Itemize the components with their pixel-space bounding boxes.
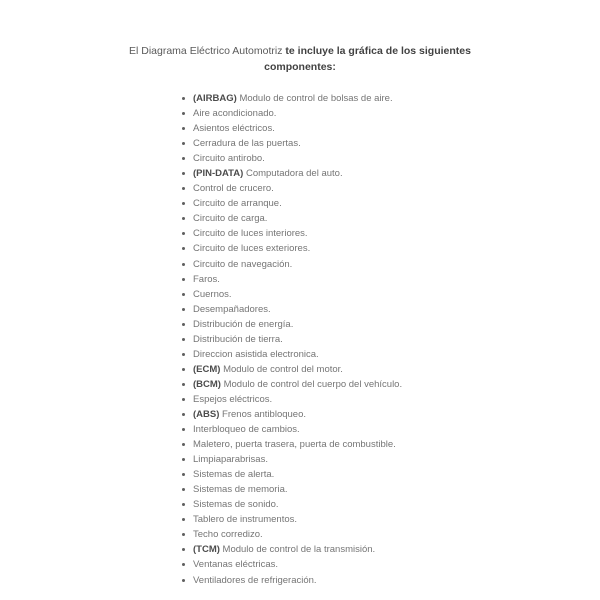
list-item (182, 151, 402, 166)
list-item (182, 512, 402, 527)
bullet-icon (182, 458, 185, 461)
list-item (182, 527, 402, 542)
bullet-icon (182, 503, 185, 506)
item-text: Interbloqueo de cambios. (193, 424, 300, 436)
list-item (182, 302, 402, 317)
bullet-icon (182, 202, 185, 205)
item-text: Modulo de control del cuerpo del vehículo. (223, 378, 403, 390)
list-item (182, 407, 402, 422)
components-list (182, 91, 402, 588)
item-text: Espejos eléctricos. (193, 393, 273, 405)
item-acronym: (ECM) (193, 363, 224, 375)
list-item (182, 196, 402, 211)
item-text: Distribución de tierra. (193, 333, 283, 345)
list-item (182, 121, 402, 136)
bullet-icon (182, 232, 185, 235)
item-text: Ventiladores de refrigeración. (193, 574, 317, 586)
bullet-icon (182, 127, 185, 130)
list-item (182, 287, 402, 302)
list-item (182, 437, 402, 452)
page-title (0, 43, 600, 75)
bullet-icon (182, 353, 185, 356)
bullet-icon (182, 548, 185, 551)
list-item (182, 136, 402, 151)
list-item (182, 241, 402, 256)
item-text: Sistemas de memoria. (193, 484, 288, 496)
bullet-icon (182, 473, 185, 476)
bullet-icon (182, 428, 185, 431)
item-text: Direccion asistida electronica. (193, 348, 319, 360)
item-text: Aire acondicionado. (193, 108, 277, 120)
item-text: Circuito de navegación. (193, 258, 293, 270)
item-acronym: (ABS) (193, 408, 223, 420)
bullet-icon (182, 172, 185, 175)
bullet-icon (182, 533, 185, 536)
item-text: Sistemas de sonido. (193, 499, 279, 511)
list-item (182, 257, 402, 272)
item-text: Circuito antirobo. (193, 153, 265, 165)
item-text: Distribución de energía. (193, 318, 294, 330)
list-item (182, 557, 402, 572)
item-text: Cerradura de las puertas. (193, 138, 301, 150)
list-item (182, 106, 402, 121)
list-item (182, 166, 402, 181)
bullet-icon (182, 278, 185, 281)
bullet-icon (182, 187, 185, 190)
title-bold-text: te incluye la gráfica de los siguientes (285, 45, 471, 57)
list-item (182, 573, 402, 588)
bullet-icon (182, 563, 185, 566)
item-text: Sistemas de alerta. (193, 469, 275, 481)
item-text: Asientos eléctricos. (193, 123, 275, 135)
list-item (182, 497, 402, 512)
list-item (182, 181, 402, 196)
list-item (182, 392, 402, 407)
title-line-2: componentes: (264, 61, 336, 73)
item-acronym: (AIRBAG) (193, 93, 240, 104)
bullet-icon (182, 263, 185, 266)
item-text: Modulo de control de bolsas de aire. (239, 93, 393, 104)
item-text: Modulo de control del motor. (223, 363, 343, 375)
list-item (182, 377, 402, 392)
item-text: Faros. (193, 273, 220, 285)
bullet-icon (182, 293, 185, 296)
list-item (182, 467, 402, 482)
list-item (182, 272, 402, 287)
list-item (182, 482, 402, 497)
bullet-icon (182, 518, 185, 521)
bullet-icon (182, 308, 185, 311)
list-item (182, 542, 402, 557)
item-text: Computadora del auto. (245, 168, 343, 180)
list-item (182, 347, 402, 362)
item-text: Frenos antibloqueo. (222, 408, 307, 420)
item-text: Techo corredizo. (193, 529, 263, 541)
item-text: Circuito de luces exteriores. (193, 243, 311, 255)
item-text: Maletero, puerta trasera, puerta de combustible. (193, 439, 396, 451)
item-text: Ventanas eléctricas. (193, 559, 279, 571)
list-item (182, 226, 402, 241)
list-item (182, 362, 402, 377)
bullet-icon (182, 217, 185, 220)
list-item (182, 317, 402, 332)
title-regular-text: El Diagrama Eléctrico Automotriz (129, 45, 283, 57)
bullet-icon (182, 247, 185, 250)
item-text: Control de crucero. (193, 183, 274, 195)
item-text: Modulo de control de la transmisión. (222, 544, 376, 556)
item-text: Cuernos. (193, 288, 232, 300)
list-item (182, 452, 402, 467)
bullet-icon (182, 579, 185, 582)
item-text: Limpiaparabrisas. (193, 454, 268, 466)
item-text: Circuito de arranque. (193, 198, 282, 210)
item-text: Circuito de luces interiores. (193, 228, 308, 240)
list-item (182, 332, 402, 347)
item-text: Desempañadores. (193, 303, 271, 315)
item-text: Circuito de carga. (193, 213, 268, 225)
bullet-icon (182, 323, 185, 326)
title-line-1 (0, 43, 600, 59)
bullet-icon (182, 383, 185, 386)
bullet-icon (182, 97, 185, 100)
list-item (182, 211, 402, 226)
bullet-icon (182, 368, 185, 371)
bullet-icon (182, 142, 185, 145)
item-acronym: (BCM) (193, 378, 224, 390)
bullet-icon (182, 398, 185, 401)
item-text: Tablero de instrumentos. (193, 514, 298, 526)
list-item (182, 422, 402, 437)
bullet-icon (182, 338, 185, 341)
bullet-icon (182, 413, 185, 416)
list-item (182, 91, 402, 106)
bullet-icon (182, 488, 185, 491)
bullet-icon (182, 443, 185, 446)
bullet-icon (182, 157, 185, 160)
item-acronym: (TCM) (193, 544, 223, 556)
item-acronym: (PIN-DATA) (193, 168, 246, 180)
bullet-icon (182, 112, 185, 115)
